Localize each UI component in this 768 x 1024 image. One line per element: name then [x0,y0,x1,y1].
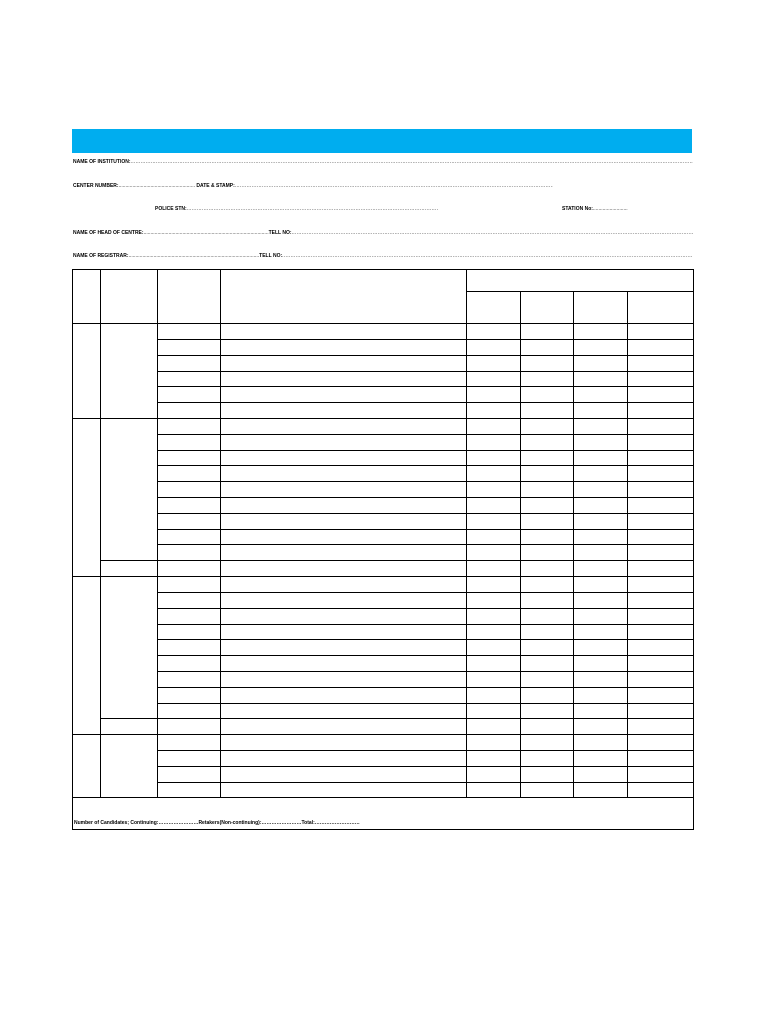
row-cell-5[interactable] [574,608,628,624]
row-cell-6[interactable] [628,592,694,608]
total-cell-4[interactable] [467,719,521,735]
institution-line [73,159,693,166]
row-cell-4[interactable] [521,355,574,371]
row-cell-2[interactable] [221,671,467,687]
row-cell-6[interactable] [628,387,694,403]
row-cell-1[interactable] [158,751,221,767]
row-cell-1[interactable] [158,766,221,782]
row-cell-3[interactable] [467,751,521,767]
row-cell-3[interactable] [467,403,521,419]
date-stamp-label: DATE & STAMP: [196,183,235,189]
row-cell-4[interactable] [521,434,574,450]
row-cell-6[interactable] [628,403,694,419]
police-stn-label: POLICE STN: [155,206,187,212]
head-of-centre-line [73,230,693,237]
table-row [73,640,694,656]
row-cell-6[interactable] [628,671,694,687]
row-cell-3[interactable] [467,687,521,703]
row-cell-2[interactable] [221,782,467,798]
date-stamp-field[interactable] [235,183,553,190]
row-cell-1[interactable] [158,529,221,545]
row-cell-5[interactable] [574,466,628,482]
row-cell-5[interactable] [574,355,628,371]
row-cell-5[interactable] [574,671,628,687]
row-cell-2[interactable] [221,545,467,561]
group-1-cell-a[interactable] [73,324,101,419]
row-cell-6[interactable] [628,782,694,798]
table-row [73,735,694,751]
row-cell-6[interactable] [628,545,694,561]
row-cell-5[interactable] [574,403,628,419]
table-row [73,339,694,355]
row-cell-5[interactable] [574,498,628,514]
institution-label: NAME OF INSTITUTION: [73,159,131,165]
row-cell-4[interactable] [521,592,574,608]
row-cell-3[interactable] [467,466,521,482]
row-cell-1[interactable] [158,592,221,608]
row-cell-5[interactable] [574,482,628,498]
row-cell-2[interactable] [221,513,467,529]
table-row [73,529,694,545]
row-cell-5[interactable] [574,545,628,561]
row-cell-1[interactable] [158,640,221,656]
table-row [73,418,694,434]
row-cell-5[interactable] [574,766,628,782]
row-cell-1[interactable] [158,671,221,687]
table-row [73,482,694,498]
row-cell-6[interactable] [628,418,694,434]
row-cell-1[interactable] [158,577,221,593]
row-cell-1[interactable] [158,450,221,466]
row-cell-6[interactable] [628,434,694,450]
total-cell-2[interactable] [158,719,221,735]
row-cell-5[interactable] [574,339,628,355]
total-cell-7[interactable] [628,719,694,735]
row-cell-3[interactable] [467,577,521,593]
row-cell-6[interactable] [628,482,694,498]
registrar-field[interactable]: .............................................................................................. [128,253,260,259]
header-cell-2[interactable] [101,270,158,324]
row-cell-2[interactable] [221,577,467,593]
row-cell-4[interactable] [521,671,574,687]
table-row [73,371,694,387]
row-cell-2[interactable] [221,434,467,450]
row-cell-6[interactable] [628,513,694,529]
table-row [73,498,694,514]
row-cell-3[interactable] [467,450,521,466]
header-banner [72,129,692,153]
tell-no-2-label: TELL NO: [259,253,283,259]
group-1-cell-b[interactable] [101,324,158,419]
table-row [73,355,694,371]
row-cell-4[interactable] [521,339,574,355]
station-no-line [562,206,662,213]
row-cell-4[interactable] [521,656,574,672]
row-cell-1[interactable] [158,482,221,498]
row-cell-2[interactable] [221,466,467,482]
table-row [73,687,694,703]
tell-no-2-field[interactable] [282,253,693,260]
row-cell-6[interactable] [628,608,694,624]
row-cell-5[interactable] [574,624,628,640]
row-cell-3[interactable] [467,592,521,608]
row-cell-2[interactable] [221,450,467,466]
row-cell-2[interactable] [221,403,467,419]
table-row [73,434,694,450]
row-cell-6[interactable] [628,640,694,656]
police-stn-field[interactable] [187,206,438,213]
row-cell-3[interactable] [467,529,521,545]
registrar-line [73,253,693,260]
row-cell-6[interactable] [628,656,694,672]
table-row [73,577,694,593]
row-cell-4[interactable] [521,782,574,798]
table-row [73,545,694,561]
row-cell-5[interactable] [574,513,628,529]
row-cell-5[interactable] [574,529,628,545]
row-cell-3[interactable] [467,656,521,672]
row-cell-4[interactable] [521,482,574,498]
footer-cell [73,798,694,830]
row-cell-3[interactable] [467,545,521,561]
row-cell-3[interactable] [467,703,521,719]
row-cell-6[interactable] [628,371,694,387]
row-cell-2[interactable] [221,529,467,545]
row-cell-3[interactable] [467,324,521,340]
table-row [73,403,694,419]
center-number-field[interactable]: ....................................................... [118,183,195,189]
row-cell-2[interactable] [221,735,467,751]
group-total-row [73,719,694,735]
row-cell-1[interactable] [158,339,221,355]
table-row [73,513,694,529]
header-subcell-1[interactable] [467,292,521,324]
row-cell-6[interactable] [628,624,694,640]
row-cell-5[interactable] [574,371,628,387]
table-row [73,624,694,640]
row-cell-2[interactable] [221,608,467,624]
row-cell-1[interactable] [158,624,221,640]
row-cell-3[interactable] [467,513,521,529]
row-cell-5[interactable] [574,640,628,656]
row-cell-2[interactable] [221,592,467,608]
row-cell-4[interactable] [521,450,574,466]
row-cell-6[interactable] [628,735,694,751]
total-cell-6[interactable] [574,719,628,735]
police-stn-line [155,206,438,213]
row-cell-4[interactable] [521,608,574,624]
row-cell-5[interactable] [574,434,628,450]
row-cell-6[interactable] [628,577,694,593]
row-cell-1[interactable] [158,434,221,450]
total-cell-3[interactable] [221,719,467,735]
header-row [73,270,694,292]
row-cell-1[interactable] [158,387,221,403]
total-cell-6[interactable] [574,561,628,577]
row-cell-1[interactable] [158,355,221,371]
row-cell-3[interactable] [467,387,521,403]
row-cell-3[interactable] [467,482,521,498]
row-cell-6[interactable] [628,529,694,545]
table-row [73,608,694,624]
row-cell-4[interactable] [521,371,574,387]
row-cell-1[interactable] [158,513,221,529]
row-cell-4[interactable] [521,624,574,640]
row-cell-5[interactable] [574,324,628,340]
row-cell-4[interactable] [521,466,574,482]
table-row [73,387,694,403]
registration-table [72,269,694,830]
total-cell-3[interactable] [221,561,467,577]
row-cell-5[interactable] [574,387,628,403]
total-cell-5[interactable] [521,719,574,735]
row-cell-4[interactable] [521,545,574,561]
row-cell-4[interactable] [521,513,574,529]
total-cell-2[interactable] [158,561,221,577]
row-cell-3[interactable] [467,355,521,371]
row-cell-3[interactable] [467,735,521,751]
row-cell-2[interactable] [221,624,467,640]
row-cell-5[interactable] [574,577,628,593]
table-row [73,671,694,687]
row-cell-1[interactable] [158,498,221,514]
row-cell-1[interactable] [158,403,221,419]
row-cell-5[interactable] [574,450,628,466]
header-subcell-4[interactable] [628,292,694,324]
row-cell-2[interactable] [221,324,467,340]
group-2-cell-b[interactable] [101,418,158,560]
total-cell-5[interactable] [521,561,574,577]
station-no-field[interactable]: ......................... [592,206,628,212]
row-cell-5[interactable] [574,592,628,608]
row-cell-5[interactable] [574,751,628,767]
row-cell-2[interactable] [221,687,467,703]
head-of-centre-field[interactable]: .......................................................................................... [143,230,269,236]
row-cell-4[interactable] [521,751,574,767]
row-cell-3[interactable] [467,640,521,656]
row-cell-5[interactable] [574,703,628,719]
row-cell-2[interactable] [221,703,467,719]
header-cell-3[interactable] [158,270,221,324]
candidates-summary: Number of Candidates; Continuing:……………………Retakers(Non-continuing):……………………Total:……………………… [74,820,360,826]
row-cell-5[interactable] [574,782,628,798]
row-cell-3[interactable] [467,418,521,434]
row-cell-6[interactable] [628,450,694,466]
row-cell-4[interactable] [521,735,574,751]
row-cell-1[interactable] [158,371,221,387]
row-cell-1[interactable] [158,703,221,719]
row-cell-4[interactable] [521,403,574,419]
tell-no-field[interactable] [292,230,693,237]
group-total-row [73,561,694,577]
row-cell-2[interactable] [221,482,467,498]
row-cell-6[interactable] [628,339,694,355]
row-cell-1[interactable] [158,418,221,434]
header-cell-4[interactable] [221,270,467,324]
station-no-label: STATION No: [562,206,593,212]
table-row [73,592,694,608]
row-cell-2[interactable] [221,640,467,656]
tell-no-label: TELL NO: [268,230,292,236]
row-cell-4[interactable] [521,703,574,719]
row-cell-4[interactable] [521,529,574,545]
header-cell-1[interactable] [73,270,101,324]
group-4-cell-b[interactable] [101,735,158,798]
row-cell-3[interactable] [467,624,521,640]
row-cell-6[interactable] [628,703,694,719]
row-cell-1[interactable] [158,735,221,751]
center-number-label: CENTER NUMBER: [73,183,119,189]
total-cell-7[interactable] [628,561,694,577]
row-cell-1[interactable] [158,466,221,482]
row-cell-3[interactable] [467,782,521,798]
row-cell-2[interactable] [221,418,467,434]
row-cell-4[interactable] [521,387,574,403]
row-cell-5[interactable] [574,656,628,672]
row-cell-2[interactable] [221,766,467,782]
header-subcell-3[interactable] [574,292,628,324]
row-cell-1[interactable] [158,324,221,340]
head-of-centre-label: NAME OF HEAD OF CENTRE: [73,230,144,236]
table-row [73,656,694,672]
total-cell-1[interactable] [101,561,158,577]
row-cell-4[interactable] [521,324,574,340]
row-cell-6[interactable] [628,324,694,340]
footer-row [73,798,694,830]
row-cell-2[interactable] [221,387,467,403]
row-cell-4[interactable] [521,577,574,593]
row-cell-3[interactable] [467,498,521,514]
row-cell-1[interactable] [158,545,221,561]
group-3-cell-a[interactable] [73,577,101,735]
row-cell-2[interactable] [221,355,467,371]
table-row [73,450,694,466]
row-cell-6[interactable] [628,687,694,703]
row-cell-5[interactable] [574,418,628,434]
row-cell-6[interactable] [628,466,694,482]
row-cell-6[interactable] [628,766,694,782]
row-cell-2[interactable] [221,371,467,387]
table-row [73,324,694,340]
row-cell-3[interactable] [467,371,521,387]
row-cell-3[interactable] [467,671,521,687]
row-cell-3[interactable] [467,434,521,450]
total-cell-1[interactable] [101,719,158,735]
row-cell-4[interactable] [521,766,574,782]
table-row [73,751,694,767]
row-cell-6[interactable] [628,355,694,371]
row-cell-2[interactable] [221,751,467,767]
group-4-cell-a[interactable] [73,735,101,798]
registrar-label: NAME OF REGISTRAR: [73,253,129,259]
row-cell-4[interactable] [521,418,574,434]
row-cell-3[interactable] [467,608,521,624]
table-row [73,703,694,719]
table-row [73,766,694,782]
row-cell-6[interactable] [628,751,694,767]
row-cell-4[interactable] [521,687,574,703]
table-row [73,782,694,798]
header-subcell-2[interactable] [521,292,574,324]
row-cell-1[interactable] [158,687,221,703]
header-group-cell[interactable] [467,270,694,292]
row-cell-1[interactable] [158,656,221,672]
row-cell-2[interactable] [221,339,467,355]
row-cell-2[interactable] [221,498,467,514]
row-cell-6[interactable] [628,498,694,514]
row-cell-1[interactable] [158,782,221,798]
row-cell-5[interactable] [574,735,628,751]
row-cell-5[interactable] [574,687,628,703]
row-cell-4[interactable] [521,498,574,514]
total-cell-4[interactable] [467,561,521,577]
center-number-line [73,183,553,190]
group-2-cell-a[interactable] [73,418,101,576]
group-3-cell-b[interactable] [101,577,158,719]
row-cell-3[interactable] [467,766,521,782]
row-cell-4[interactable] [521,640,574,656]
institution-field[interactable] [131,159,694,166]
row-cell-3[interactable] [467,339,521,355]
table-row [73,466,694,482]
row-cell-2[interactable] [221,656,467,672]
row-cell-1[interactable] [158,608,221,624]
